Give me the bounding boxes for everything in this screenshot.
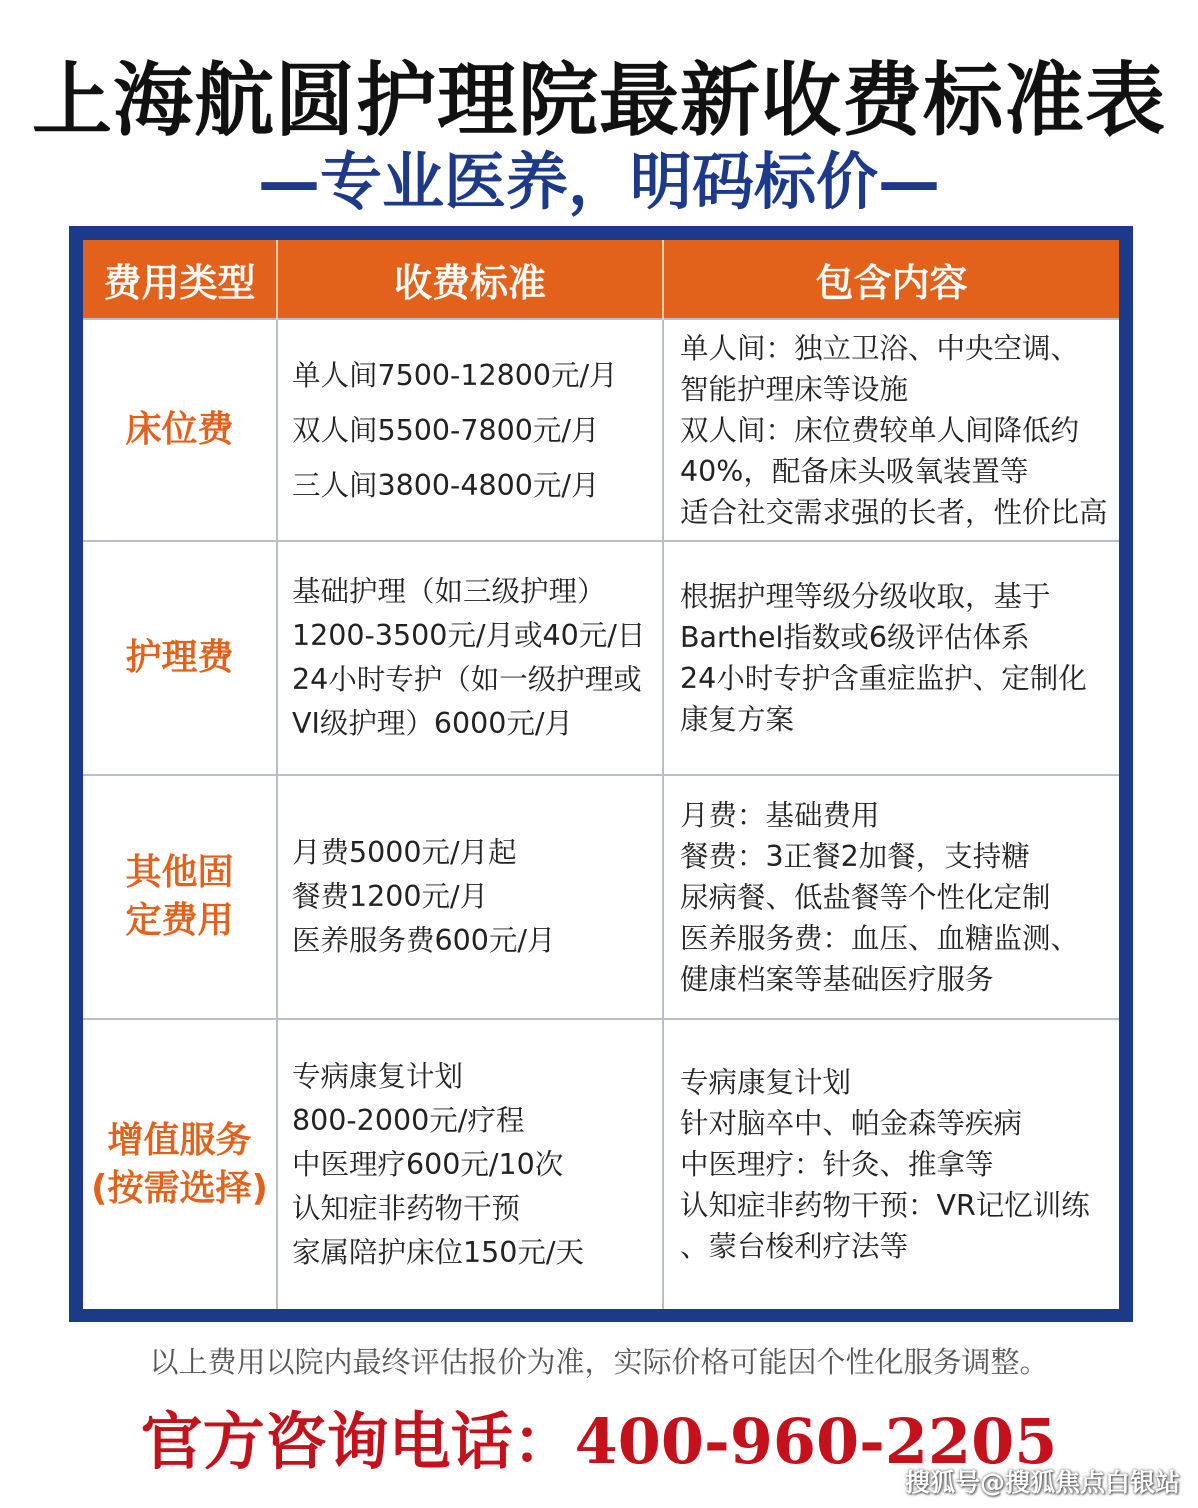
includes-line: 、蒙台梭利疗法等	[680, 1230, 909, 1263]
fee-standard-line: 家属陪护床位150元/天	[292, 1235, 585, 1269]
fee-type-label: 其他固	[125, 852, 234, 893]
fee-standard-line: 24小时专护（如一级护理或	[292, 663, 642, 696]
includes-line: 健康档案等基础医疗服务	[680, 962, 994, 996]
includes-line: 双人间：床位费较单人间降低约	[680, 413, 1080, 447]
fee-standard-line: 双人间5500-7800元/月	[292, 413, 600, 447]
header-includes: 包含内容	[663, 240, 1119, 319]
fee-standard-line: 专病康复计划	[292, 1059, 464, 1093]
fee-standard-line: 三人间3800-4800元/月	[292, 468, 600, 502]
fee-type-label: 床位费	[125, 409, 234, 450]
fee-table	[83, 240, 1119, 1309]
includes-line: 专病康复计划	[680, 1066, 852, 1099]
fee-standard-cell	[277, 541, 663, 775]
source-watermark: 搜狐号@搜狐焦点白银站	[904, 1468, 1180, 1497]
fee-standard-line: 单人间7500-12800元/月	[292, 358, 618, 392]
fee-type-label: (按需选择)	[91, 1167, 268, 1209]
page-title: 上海航圆护理院最新收费标准表	[32, 53, 1166, 147]
consultation-phone: 官方咨询电话：400-960-2205	[140, 1405, 1058, 1478]
fee-type-cell	[83, 1019, 277, 1309]
fee-standard-line: 1200-3500元/月或40元/日	[292, 619, 646, 652]
fee-standard-line: 月费5000元/月起	[292, 836, 517, 869]
includes-line: 餐费：3正餐2加餐，支持糖	[680, 839, 1030, 873]
includes-line: 40%，配备床头吸氧装置等	[680, 454, 1029, 488]
fee-type-label: 定费用	[125, 900, 234, 941]
fee-standard-line: 餐费1200元/月	[292, 880, 489, 913]
table-row-bed-fee	[83, 319, 1119, 541]
includes-line: 单人间：独立卫浴、中央空调、	[680, 331, 1080, 365]
fee-type-label: 增值服务	[107, 1119, 252, 1161]
includes-cell	[663, 319, 1119, 541]
fee-standard-cell	[277, 1019, 663, 1309]
fee-standard-line: 医养服务费600元/月	[292, 924, 556, 957]
includes-line: 康复方案	[680, 703, 795, 736]
includes-line: 尿病餐、低盐餐等个性化定制	[680, 880, 1051, 914]
disclaimer-note: 以上费用以院内最终评估报价为准，实际价格可能因个性化服务调整。	[149, 1345, 1049, 1379]
fee-standard-line: 800-2000元/疗程	[292, 1103, 525, 1137]
includes-line: 医养服务费：血压、血糖监测、	[680, 921, 1080, 955]
fee-type-label: 护理费	[125, 637, 234, 678]
table-row-other-fixed-fees	[83, 775, 1119, 1019]
includes-line: Barthel指数或6级评估体系	[680, 621, 1030, 654]
includes-line: 适合社交需求强的长者，性价比高	[680, 495, 1108, 529]
fee-table-frame	[69, 226, 1133, 1322]
includes-cell	[663, 775, 1119, 1019]
includes-line: 根据护理等级分级收取，基于	[680, 580, 1051, 613]
fee-standard-line: 基础护理（如三级护理）	[292, 575, 606, 608]
fee-type-cell	[83, 775, 277, 1019]
fee-standard-line: VI级护理）6000元/月	[292, 707, 574, 740]
includes-line: 针对脑卒中、帕金森等疾病	[680, 1107, 1023, 1140]
fee-standard-line: 认知症非药物干预	[292, 1191, 521, 1225]
includes-cell	[663, 541, 1119, 775]
fee-standard-cell	[277, 775, 663, 1019]
fee-standard-cell	[277, 319, 663, 541]
fee-standard-line: 中医理疗600元/10次	[292, 1147, 564, 1181]
table-row-nursing-fee	[83, 541, 1119, 775]
includes-cell	[663, 1019, 1119, 1309]
fee-type-cell	[83, 541, 277, 775]
includes-line: 月费：基础费用	[680, 798, 880, 832]
fee-type-cell	[83, 319, 277, 541]
includes-line: 智能护理床等设施	[680, 372, 909, 406]
table-header-row	[83, 240, 1119, 319]
header-fee-standard: 收费标准	[277, 240, 663, 319]
table-row-value-added-services	[83, 1019, 1119, 1309]
page-subtitle: —专业医养，明码标价—	[257, 145, 940, 218]
includes-line: 认知症非药物干预：VR记忆训练	[680, 1189, 1090, 1222]
includes-line: 中医理疗：针灸、推拿等	[680, 1148, 994, 1181]
includes-line: 24小时专护含重症监护、定制化	[680, 662, 1087, 695]
header-fee-type: 费用类型	[83, 240, 277, 319]
